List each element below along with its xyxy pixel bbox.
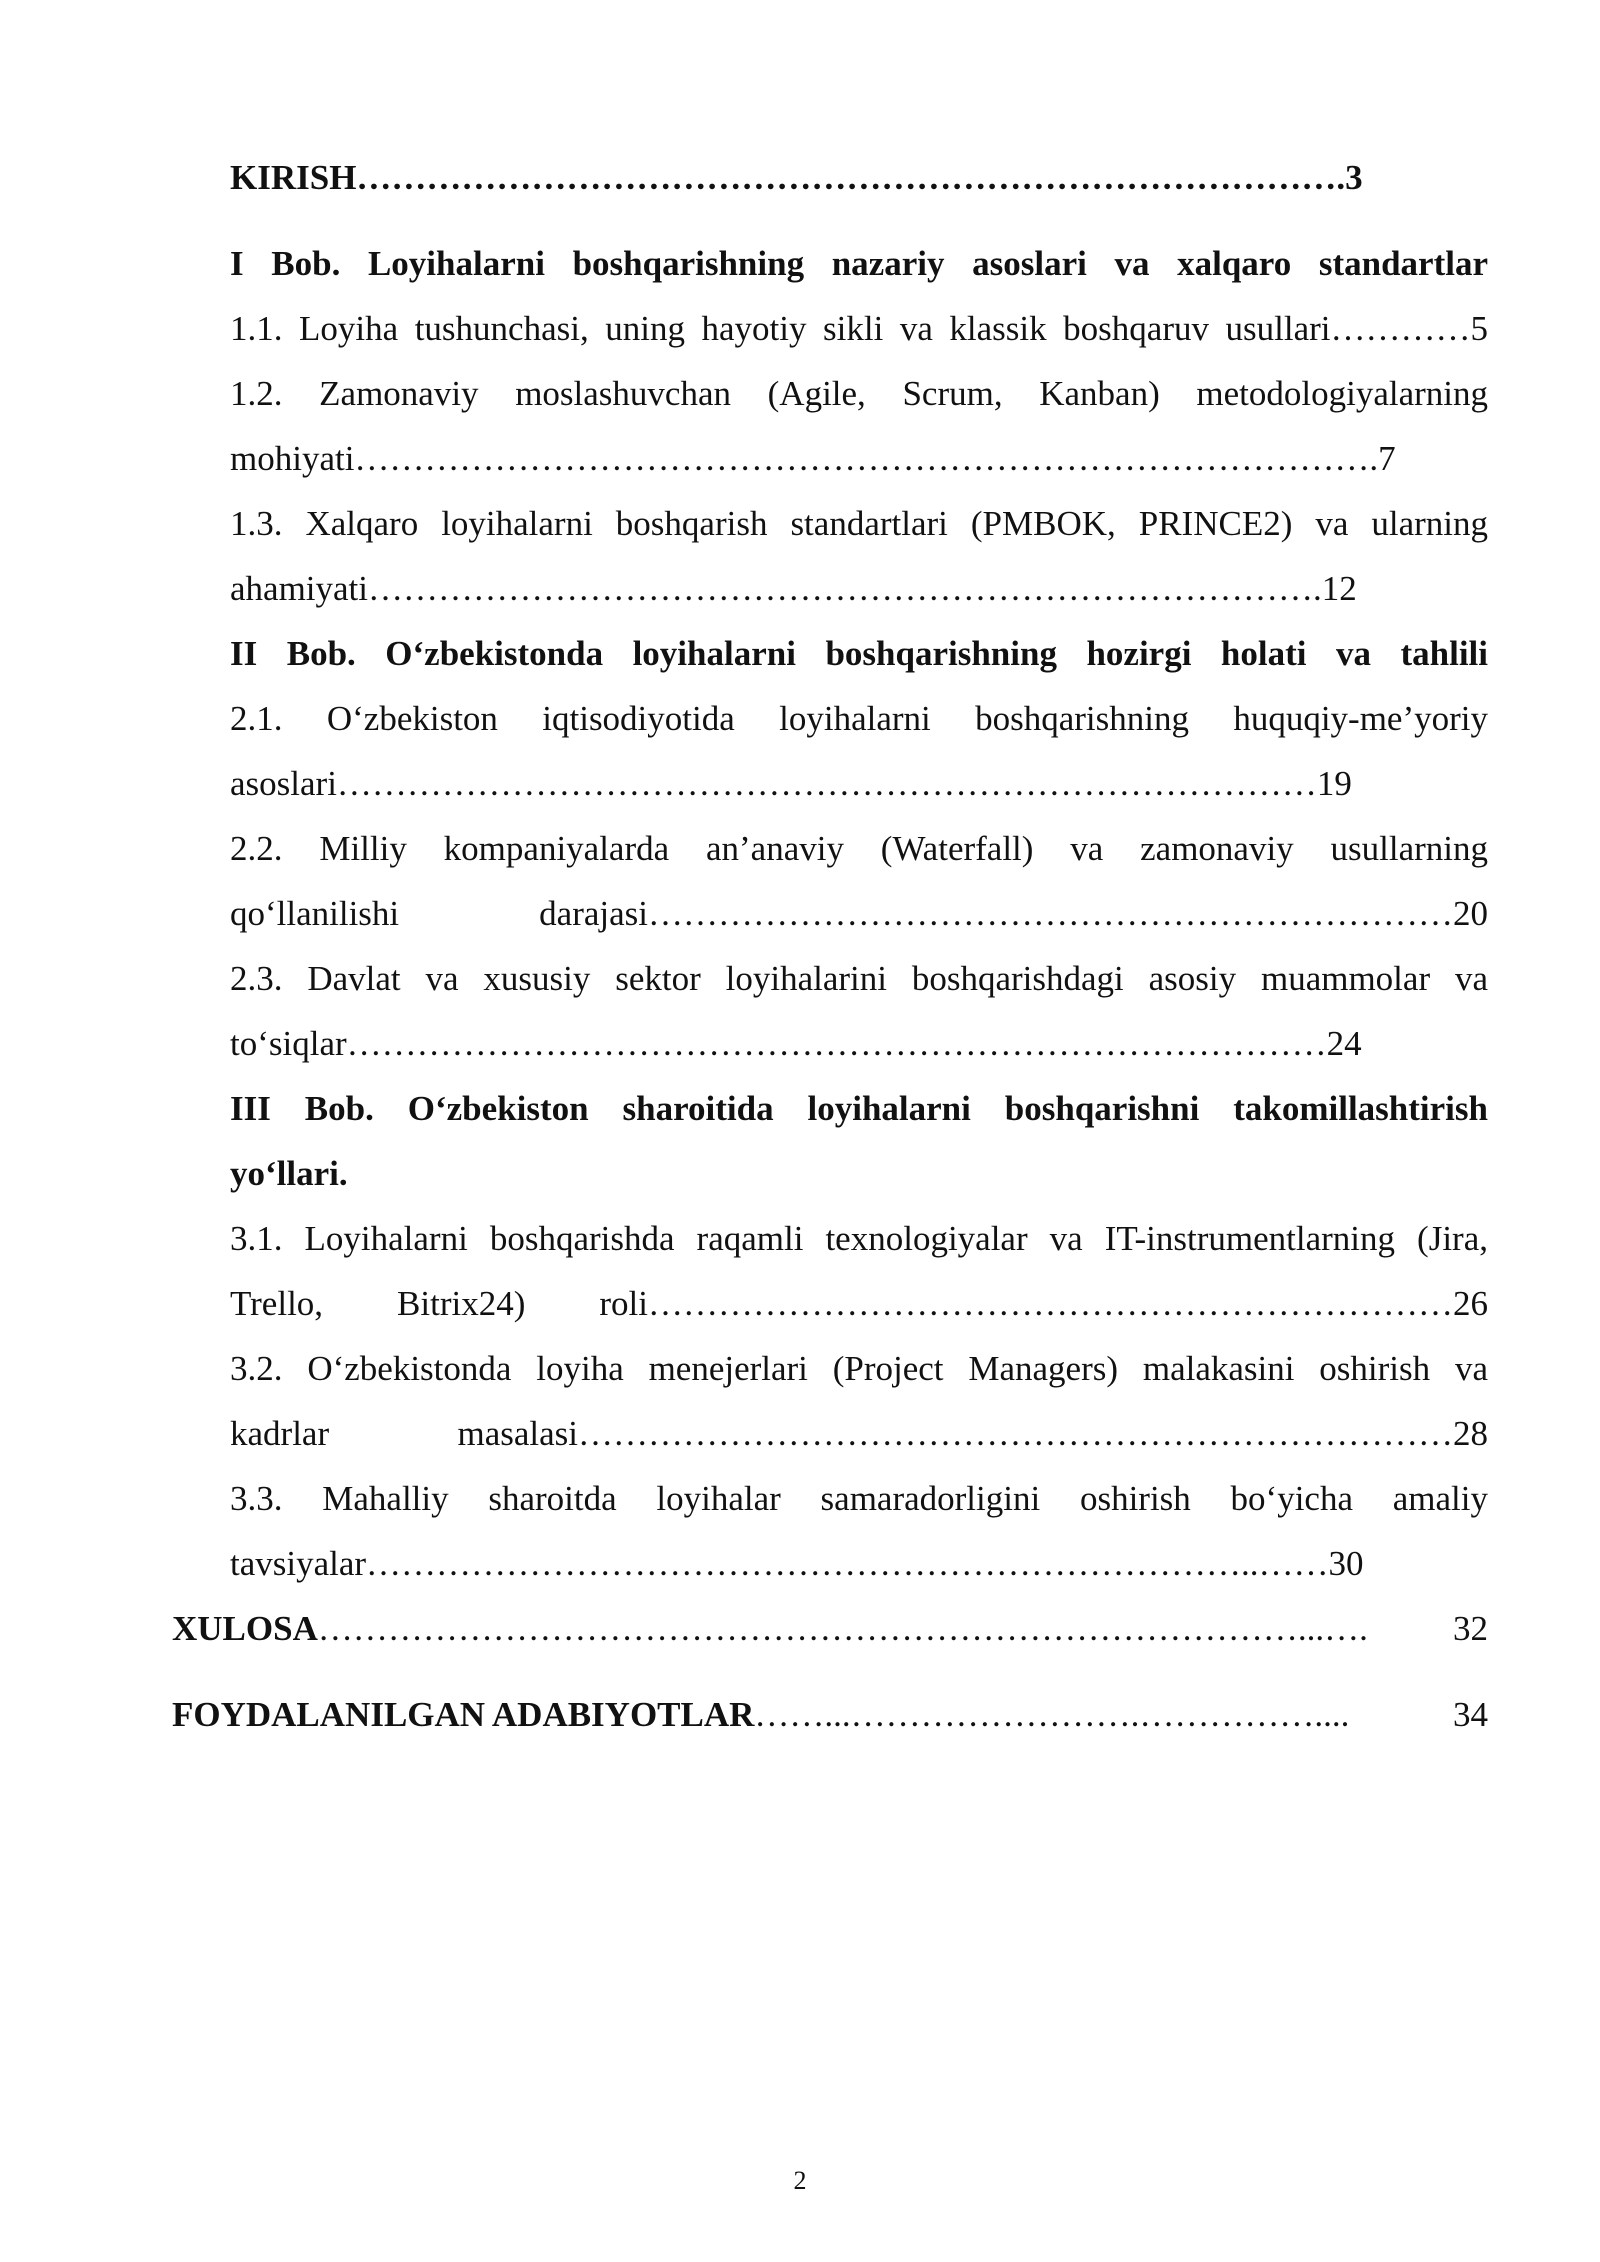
toc-kirish: KIRISH………………………………………………………………………….3: [230, 158, 1363, 197]
page-number: 2: [793, 2166, 807, 2195]
toc-adabiyotlar-label: FOYDALANILGAN ADABIYOTLAR: [172, 1695, 755, 1734]
toc-section-1-3-line2: ahamiyati……………………………………………………………………….12: [230, 569, 1357, 608]
toc-section-2-2-line1: 2.2. Milliy kompaniyalarda an’anaviy (Waterfall) va zamonaviy usullarning: [230, 829, 1488, 868]
toc-section-2-1-line1: 2.1. O‘zbekiston iqtisodiyotida loyihalarni boshqarishning huquqiy-me’yoriy: [230, 699, 1488, 738]
toc-section-3-3-line1: 3.3. Mahalliy sharoitda loyihalar samaradorligini oshirish bo‘yicha amaliy: [230, 1479, 1488, 1518]
toc-chapter-3-title-line2: yo‘llari.: [230, 1154, 348, 1193]
toc-section-1-3-line1: 1.3. Xalqaro loyihalarni boshqarish standartlari (PMBOK, PRINCE2) va ularning: [230, 504, 1488, 543]
toc-xulosa-page: 32: [1453, 1609, 1488, 1648]
toc-section-2-1-line2: asoslari…………………………………………………………………………19: [230, 764, 1352, 803]
toc-chapter-3-title-line1: III Bob. O‘zbekiston sharoitida loyihalarni boshqarishni takomillashtirish: [230, 1089, 1488, 1128]
toc-section-2-2-line2: qo‘llanilishi darajasi……………………………………………………………20: [230, 894, 1488, 933]
toc-adabiyotlar-leader: ……...…………………….……………....: [754, 1697, 1350, 1732]
toc-xulosa-label: XULOSA: [172, 1609, 318, 1648]
toc-section-3-3-line2: tavsiyalar…………………………………………………………………..……30: [230, 1544, 1364, 1583]
toc-xulosa: [172, 1611, 1488, 1646]
toc-section-2-3-line2: to‘siqlar…………………………………………………………………………24: [230, 1024, 1362, 1063]
toc-section-3-1-line2: Trello, Bitrix24) roli……………………………………………………………26: [230, 1284, 1488, 1323]
toc-xulosa-leader: …………………………………………………………………………...….: [317, 1611, 1368, 1646]
toc-section-3-2-line2: kadrlar masalasi…………………………………………………………………28: [230, 1414, 1488, 1453]
toc-section-3-2-line1: 3.2. O‘zbekistonda loyiha menejerlari (Project Managers) malakasini oshirish va: [230, 1349, 1488, 1388]
toc-section-1-1: 1.1. Loyiha tushunchasi, uning hayotiy sikli va klassik boshqaruv usullari…………5: [230, 309, 1488, 348]
toc-chapter-1-title: I Bob. Loyihalarni boshqarishning nazariy asoslari va xalqaro standartlar: [230, 244, 1488, 283]
toc-section-3-1-line1: 3.1. Loyihalarni boshqarishda raqamli texnologiyalar va IT-instrumentlarning (Jira,: [230, 1219, 1488, 1258]
toc-adabiyotlar-page: 34: [1453, 1695, 1488, 1734]
toc-section-2-3-line1: 2.3. Davlat va xususiy sektor loyihalarini boshqarishdagi asosiy muammolar va: [230, 959, 1488, 998]
toc-adabiyotlar: [172, 1697, 1488, 1732]
toc-chapter-2-title: II Bob. O‘zbekistonda loyihalarni boshqarishning hozirgi holati va tahlili: [230, 634, 1488, 673]
toc-section-1-2-line2: mohiyati…………………………………………………………………………….7: [230, 439, 1396, 478]
toc-section-1-2-line1: 1.2. Zamonaviy moslashuvchan (Agile, Scrum, Kanban) metodologiyalarning: [230, 374, 1488, 413]
